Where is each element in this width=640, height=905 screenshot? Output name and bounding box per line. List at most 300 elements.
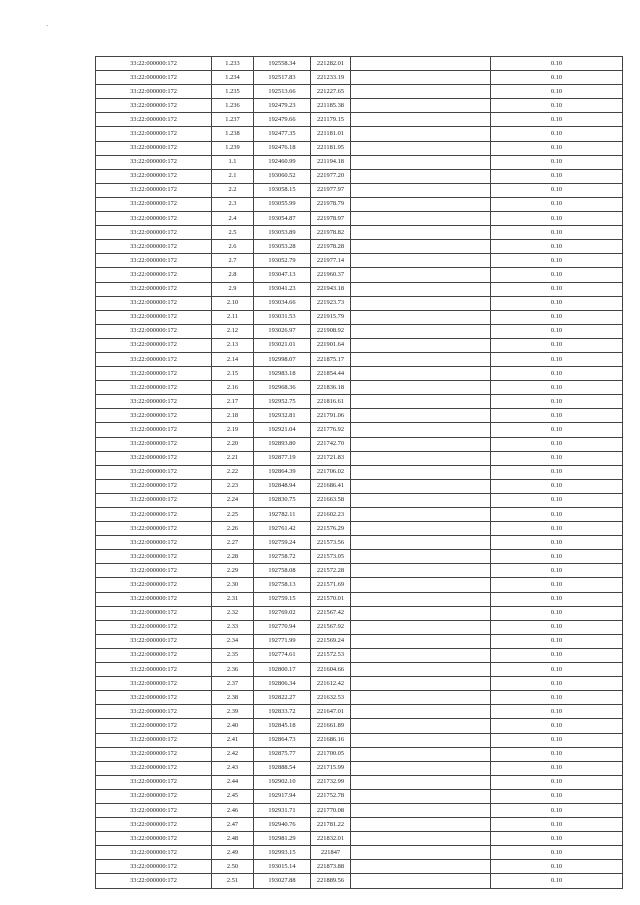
cadastral-number-cell: 33:22:000000:172: [96, 733, 212, 747]
x-coordinate-cell: 192940.76: [254, 818, 311, 832]
table-row: [96, 113, 623, 127]
point-number-cell: 2.12: [212, 324, 254, 338]
accuracy-cell: 0.10: [491, 818, 623, 832]
x-coordinate-cell: 192517.83: [254, 71, 311, 85]
y-coordinate-cell: 221647.01: [311, 705, 351, 719]
x-coordinate-cell: 192774.61: [254, 648, 311, 662]
blank-cell: [351, 493, 491, 507]
y-coordinate-cell: 221776.92: [311, 423, 351, 437]
y-coordinate-cell: 221875.17: [311, 352, 351, 366]
blank-cell: [351, 789, 491, 803]
x-coordinate-cell: 192758.08: [254, 564, 311, 578]
y-coordinate-cell: 221923.73: [311, 296, 351, 310]
cadastral-number-cell: 33:22:000000:172: [96, 381, 212, 395]
x-coordinate-cell: 193060.52: [254, 169, 311, 183]
table-row: [96, 451, 623, 465]
accuracy-cell: 0.10: [491, 578, 623, 592]
x-coordinate-cell: 192845.18: [254, 719, 311, 733]
blank-cell: [351, 733, 491, 747]
blank-cell: [351, 437, 491, 451]
table-row: [96, 85, 623, 99]
point-number-cell: 2.36: [212, 663, 254, 677]
blank-cell: [351, 57, 491, 71]
coordinates-table-body: [96, 57, 623, 889]
table-row: [96, 663, 623, 677]
y-coordinate-cell: 221604.66: [311, 663, 351, 677]
accuracy-cell: 0.10: [491, 451, 623, 465]
cadastral-number-cell: 33:22:000000:172: [96, 705, 212, 719]
accuracy-cell: 0.10: [491, 409, 623, 423]
y-coordinate-cell: 221233.19: [311, 71, 351, 85]
blank-cell: [351, 240, 491, 254]
table-row: [96, 409, 623, 423]
accuracy-cell: 0.10: [491, 691, 623, 705]
point-number-cell: 1.236: [212, 99, 254, 113]
accuracy-cell: 0.10: [491, 212, 623, 226]
x-coordinate-cell: 193053.28: [254, 240, 311, 254]
cadastral-number-cell: 33:22:000000:172: [96, 310, 212, 324]
cadastral-number-cell: 33:22:000000:172: [96, 85, 212, 99]
point-number-cell: 2.29: [212, 564, 254, 578]
blank-cell: [351, 818, 491, 832]
x-coordinate-cell: 192864.73: [254, 733, 311, 747]
y-coordinate-cell: 221194.18: [311, 155, 351, 169]
cadastral-number-cell: 33:22:000000:172: [96, 240, 212, 254]
cadastral-number-cell: 33:22:000000:172: [96, 775, 212, 789]
cadastral-number-cell: 33:22:000000:172: [96, 761, 212, 775]
accuracy-cell: 0.10: [491, 197, 623, 211]
table-row: [96, 212, 623, 226]
cadastral-number-cell: 33:22:000000:172: [96, 226, 212, 240]
blank-cell: [351, 268, 491, 282]
y-coordinate-cell: 221632.53: [311, 691, 351, 705]
cadastral-number-cell: 33:22:000000:172: [96, 522, 212, 536]
accuracy-cell: 0.10: [491, 254, 623, 268]
cadastral-number-cell: 33:22:000000:172: [96, 296, 212, 310]
blank-cell: [351, 691, 491, 705]
point-number-cell: 2.18: [212, 409, 254, 423]
blank-cell: [351, 634, 491, 648]
point-number-cell: 2.16: [212, 381, 254, 395]
cadastral-number-cell: 33:22:000000:172: [96, 437, 212, 451]
table-row: [96, 99, 623, 113]
x-coordinate-cell: 193054.87: [254, 212, 311, 226]
table-row: [96, 338, 623, 352]
y-coordinate-cell: 221573.05: [311, 550, 351, 564]
x-coordinate-cell: 192833.72: [254, 705, 311, 719]
point-number-cell: 2.34: [212, 634, 254, 648]
accuracy-cell: 0.10: [491, 155, 623, 169]
table-row: [96, 775, 623, 789]
x-coordinate-cell: 192917.94: [254, 789, 311, 803]
y-coordinate-cell: 221908.92: [311, 324, 351, 338]
x-coordinate-cell: 192782.11: [254, 508, 311, 522]
cadastral-number-cell: 33:22:000000:172: [96, 127, 212, 141]
point-number-cell: 2.46: [212, 803, 254, 817]
accuracy-cell: 0.10: [491, 648, 623, 662]
blank-cell: [351, 212, 491, 226]
table-row: [96, 296, 623, 310]
blank-cell: [351, 775, 491, 789]
table-row: [96, 677, 623, 691]
y-coordinate-cell: 221700.05: [311, 747, 351, 761]
cadastral-number-cell: 33:22:000000:172: [96, 606, 212, 620]
point-number-cell: 2.1: [212, 169, 254, 183]
point-number-cell: 2.23: [212, 479, 254, 493]
blank-cell: [351, 352, 491, 366]
cadastral-number-cell: 33:22:000000:172: [96, 113, 212, 127]
cadastral-number-cell: 33:22:000000:172: [96, 677, 212, 691]
accuracy-cell: 0.10: [491, 493, 623, 507]
accuracy-cell: 0.10: [491, 663, 623, 677]
y-coordinate-cell: 221721.83: [311, 451, 351, 465]
page-mark: ·: [46, 22, 49, 30]
cadastral-number-cell: 33:22:000000:172: [96, 254, 212, 268]
blank-cell: [351, 705, 491, 719]
y-coordinate-cell: 221567.92: [311, 620, 351, 634]
blank-cell: [351, 409, 491, 423]
blank-cell: [351, 747, 491, 761]
blank-cell: [351, 71, 491, 85]
point-number-cell: 2.44: [212, 775, 254, 789]
point-number-cell: 1.234: [212, 71, 254, 85]
accuracy-cell: 0.10: [491, 874, 623, 888]
point-number-cell: 2.31: [212, 592, 254, 606]
accuracy-cell: 0.10: [491, 127, 623, 141]
accuracy-cell: 0.10: [491, 508, 623, 522]
table-row: [96, 395, 623, 409]
table-row: [96, 747, 623, 761]
table-row: [96, 550, 623, 564]
point-number-cell: 2.6: [212, 240, 254, 254]
accuracy-cell: 0.10: [491, 719, 623, 733]
blank-cell: [351, 423, 491, 437]
table-row: [96, 648, 623, 662]
point-number-cell: 2.41: [212, 733, 254, 747]
point-number-cell: 1.238: [212, 127, 254, 141]
cadastral-number-cell: 33:22:000000:172: [96, 169, 212, 183]
accuracy-cell: 0.10: [491, 747, 623, 761]
accuracy-cell: 0.10: [491, 803, 623, 817]
x-coordinate-cell: 193031.53: [254, 310, 311, 324]
table-row: [96, 141, 623, 155]
x-coordinate-cell: 192993.15: [254, 846, 311, 860]
cadastral-number-cell: 33:22:000000:172: [96, 141, 212, 155]
point-number-cell: 2.20: [212, 437, 254, 451]
accuracy-cell: 0.10: [491, 310, 623, 324]
x-coordinate-cell: 192513.66: [254, 85, 311, 99]
point-number-cell: 2.43: [212, 761, 254, 775]
x-coordinate-cell: 193053.89: [254, 226, 311, 240]
table-row: [96, 803, 623, 817]
blank-cell: [351, 832, 491, 846]
blank-cell: [351, 183, 491, 197]
x-coordinate-cell: 193055.99: [254, 197, 311, 211]
table-row: [96, 522, 623, 536]
y-coordinate-cell: 221742.70: [311, 437, 351, 451]
accuracy-cell: 0.10: [491, 860, 623, 874]
blank-cell: [351, 846, 491, 860]
accuracy-cell: 0.10: [491, 282, 623, 296]
table-row: [96, 818, 623, 832]
accuracy-cell: 0.10: [491, 522, 623, 536]
blank-cell: [351, 197, 491, 211]
point-number-cell: 2.13: [212, 338, 254, 352]
x-coordinate-cell: 193047.13: [254, 268, 311, 282]
y-coordinate-cell: 221569.24: [311, 634, 351, 648]
y-coordinate-cell: 221781.22: [311, 818, 351, 832]
x-coordinate-cell: 192770.94: [254, 620, 311, 634]
y-coordinate-cell: 221752.78: [311, 789, 351, 803]
accuracy-cell: 0.10: [491, 338, 623, 352]
cadastral-number-cell: 33:22:000000:172: [96, 451, 212, 465]
x-coordinate-cell: 192460.99: [254, 155, 311, 169]
accuracy-cell: 0.10: [491, 395, 623, 409]
accuracy-cell: 0.10: [491, 141, 623, 155]
x-coordinate-cell: 193027.88: [254, 874, 311, 888]
point-number-cell: 2.39: [212, 705, 254, 719]
cadastral-number-cell: 33:22:000000:172: [96, 338, 212, 352]
point-number-cell: 2.26: [212, 522, 254, 536]
blank-cell: [351, 169, 491, 183]
x-coordinate-cell: 192477.35: [254, 127, 311, 141]
cadastral-number-cell: 33:22:000000:172: [96, 634, 212, 648]
point-number-cell: 2.25: [212, 508, 254, 522]
point-number-cell: 2.11: [212, 310, 254, 324]
x-coordinate-cell: 192769.02: [254, 606, 311, 620]
table-row: [96, 437, 623, 451]
blank-cell: [351, 254, 491, 268]
y-coordinate-cell: 221943.18: [311, 282, 351, 296]
blank-cell: [351, 451, 491, 465]
table-row: [96, 536, 623, 550]
accuracy-cell: 0.10: [491, 550, 623, 564]
x-coordinate-cell: 192806.34: [254, 677, 311, 691]
table-row: [96, 71, 623, 85]
y-coordinate-cell: 221847: [311, 846, 351, 860]
cadastral-number-cell: 33:22:000000:172: [96, 564, 212, 578]
blank-cell: [351, 282, 491, 296]
x-coordinate-cell: 192932.81: [254, 409, 311, 423]
x-coordinate-cell: 192902.10: [254, 775, 311, 789]
y-coordinate-cell: 221573.56: [311, 536, 351, 550]
blank-cell: [351, 874, 491, 888]
cadastral-number-cell: 33:22:000000:172: [96, 860, 212, 874]
coordinates-table: [95, 56, 623, 889]
cadastral-number-cell: 33:22:000000:172: [96, 324, 212, 338]
y-coordinate-cell: 221832.01: [311, 832, 351, 846]
table-row: [96, 352, 623, 366]
y-coordinate-cell: 221977.20: [311, 169, 351, 183]
x-coordinate-cell: 192888.54: [254, 761, 311, 775]
blank-cell: [351, 367, 491, 381]
blank-cell: [351, 141, 491, 155]
y-coordinate-cell: 221854.44: [311, 367, 351, 381]
cadastral-number-cell: 33:22:000000:172: [96, 508, 212, 522]
x-coordinate-cell: 192848.94: [254, 479, 311, 493]
y-coordinate-cell: 221185.38: [311, 99, 351, 113]
table-row: [96, 197, 623, 211]
blank-cell: [351, 550, 491, 564]
point-number-cell: 2.50: [212, 860, 254, 874]
blank-cell: [351, 155, 491, 169]
y-coordinate-cell: 221715.99: [311, 761, 351, 775]
cadastral-number-cell: 33:22:000000:172: [96, 592, 212, 606]
blank-cell: [351, 606, 491, 620]
table-row: [96, 578, 623, 592]
x-coordinate-cell: 193052.79: [254, 254, 311, 268]
accuracy-cell: 0.10: [491, 620, 623, 634]
x-coordinate-cell: 193015.14: [254, 860, 311, 874]
blank-cell: [351, 310, 491, 324]
point-number-cell: 1.239: [212, 141, 254, 155]
table-row: [96, 57, 623, 71]
blank-cell: [351, 113, 491, 127]
x-coordinate-cell: 192758.72: [254, 550, 311, 564]
accuracy-cell: 0.10: [491, 183, 623, 197]
table-row: [96, 310, 623, 324]
point-number-cell: 2.8: [212, 268, 254, 282]
y-coordinate-cell: 221602.23: [311, 508, 351, 522]
point-number-cell: 2.35: [212, 648, 254, 662]
blank-cell: [351, 719, 491, 733]
x-coordinate-cell: 193041.23: [254, 282, 311, 296]
x-coordinate-cell: 192877.19: [254, 451, 311, 465]
blank-cell: [351, 860, 491, 874]
y-coordinate-cell: 221570.01: [311, 592, 351, 606]
point-number-cell: 2.24: [212, 493, 254, 507]
point-number-cell: 2.33: [212, 620, 254, 634]
y-coordinate-cell: 221977.14: [311, 254, 351, 268]
point-number-cell: 1.237: [212, 113, 254, 127]
x-coordinate-cell: 192771.99: [254, 634, 311, 648]
cadastral-number-cell: 33:22:000000:172: [96, 367, 212, 381]
table-row: [96, 789, 623, 803]
accuracy-cell: 0.10: [491, 99, 623, 113]
y-coordinate-cell: 221706.02: [311, 465, 351, 479]
cadastral-number-cell: 33:22:000000:172: [96, 832, 212, 846]
y-coordinate-cell: 221571.69: [311, 578, 351, 592]
y-coordinate-cell: 221227.65: [311, 85, 351, 99]
x-coordinate-cell: 192758.13: [254, 578, 311, 592]
x-coordinate-cell: 192983.18: [254, 367, 311, 381]
blank-cell: [351, 564, 491, 578]
accuracy-cell: 0.10: [491, 268, 623, 282]
cadastral-number-cell: 33:22:000000:172: [96, 818, 212, 832]
cadastral-number-cell: 33:22:000000:172: [96, 663, 212, 677]
y-coordinate-cell: 221960.37: [311, 268, 351, 282]
accuracy-cell: 0.10: [491, 606, 623, 620]
point-number-cell: 2.5: [212, 226, 254, 240]
blank-cell: [351, 465, 491, 479]
y-coordinate-cell: 221873.88: [311, 860, 351, 874]
cadastral-number-cell: 33:22:000000:172: [96, 395, 212, 409]
cadastral-number-cell: 33:22:000000:172: [96, 719, 212, 733]
y-coordinate-cell: 221576.29: [311, 522, 351, 536]
blank-cell: [351, 127, 491, 141]
x-coordinate-cell: 192476.18: [254, 141, 311, 155]
x-coordinate-cell: 192822.27: [254, 691, 311, 705]
accuracy-cell: 0.10: [491, 57, 623, 71]
table-row: [96, 733, 623, 747]
x-coordinate-cell: 193034.66: [254, 296, 311, 310]
y-coordinate-cell: 221978.79: [311, 197, 351, 211]
x-coordinate-cell: 192558.34: [254, 57, 311, 71]
cadastral-number-cell: 33:22:000000:172: [96, 536, 212, 550]
accuracy-cell: 0.10: [491, 85, 623, 99]
accuracy-cell: 0.10: [491, 592, 623, 606]
point-number-cell: 2.32: [212, 606, 254, 620]
cadastral-number-cell: 33:22:000000:172: [96, 197, 212, 211]
blank-cell: [351, 803, 491, 817]
cadastral-number-cell: 33:22:000000:172: [96, 212, 212, 226]
blank-cell: [351, 508, 491, 522]
accuracy-cell: 0.10: [491, 832, 623, 846]
accuracy-cell: 0.10: [491, 113, 623, 127]
cadastral-number-cell: 33:22:000000:172: [96, 479, 212, 493]
blank-cell: [351, 479, 491, 493]
accuracy-cell: 0.10: [491, 705, 623, 719]
point-number-cell: 2.47: [212, 818, 254, 832]
accuracy-cell: 0.10: [491, 296, 623, 310]
cadastral-number-cell: 33:22:000000:172: [96, 352, 212, 366]
point-number-cell: 2.19: [212, 423, 254, 437]
point-number-cell: 2.3: [212, 197, 254, 211]
table-row: [96, 226, 623, 240]
y-coordinate-cell: 221978.82: [311, 226, 351, 240]
y-coordinate-cell: 221181.01: [311, 127, 351, 141]
x-coordinate-cell: 193026.97: [254, 324, 311, 338]
y-coordinate-cell: 221282.01: [311, 57, 351, 71]
accuracy-cell: 0.10: [491, 479, 623, 493]
y-coordinate-cell: 221663.58: [311, 493, 351, 507]
y-coordinate-cell: 221770.08: [311, 803, 351, 817]
point-number-cell: 2.10: [212, 296, 254, 310]
x-coordinate-cell: 192952.75: [254, 395, 311, 409]
table-row: [96, 183, 623, 197]
accuracy-cell: 0.10: [491, 169, 623, 183]
cadastral-number-cell: 33:22:000000:172: [96, 71, 212, 85]
accuracy-cell: 0.10: [491, 423, 623, 437]
table-row: [96, 705, 623, 719]
cadastral-number-cell: 33:22:000000:172: [96, 648, 212, 662]
accuracy-cell: 0.10: [491, 352, 623, 366]
x-coordinate-cell: 192968.36: [254, 381, 311, 395]
y-coordinate-cell: 221572.53: [311, 648, 351, 662]
blank-cell: [351, 338, 491, 352]
accuracy-cell: 0.10: [491, 564, 623, 578]
table-row: [96, 479, 623, 493]
table-row: [96, 367, 623, 381]
accuracy-cell: 0.10: [491, 733, 623, 747]
point-number-cell: 1.235: [212, 85, 254, 99]
y-coordinate-cell: 221572.28: [311, 564, 351, 578]
blank-cell: [351, 677, 491, 691]
blank-cell: [351, 381, 491, 395]
accuracy-cell: 0.10: [491, 71, 623, 85]
x-coordinate-cell: 192864.39: [254, 465, 311, 479]
point-number-cell: 2.17: [212, 395, 254, 409]
point-number-cell: 1.233: [212, 57, 254, 71]
x-coordinate-cell: 192479.66: [254, 113, 311, 127]
point-number-cell: 2.14: [212, 352, 254, 366]
accuracy-cell: 0.10: [491, 367, 623, 381]
y-coordinate-cell: 221686.41: [311, 479, 351, 493]
accuracy-cell: 0.10: [491, 240, 623, 254]
point-number-cell: 2.42: [212, 747, 254, 761]
table-row: [96, 127, 623, 141]
cadastral-number-cell: 33:22:000000:172: [96, 691, 212, 705]
